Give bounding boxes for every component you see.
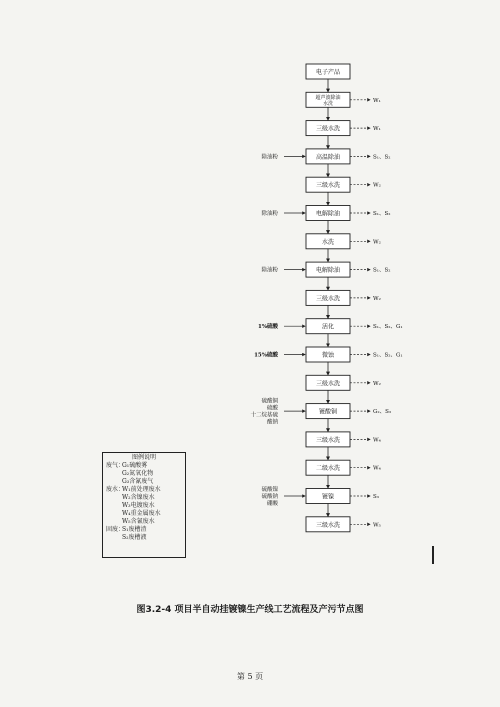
input-label: 15%硫酸 (254, 352, 278, 359)
legend-text: S₁废槽渣 (122, 526, 147, 533)
pollutant-label: W₁ (373, 97, 381, 104)
legend-category: 废水： (106, 486, 125, 493)
input-label: 硫酸镍 (261, 487, 278, 493)
legend-row (106, 510, 182, 518)
pollutant-label: S₁、S₂、G₁ (373, 324, 403, 331)
legend-row (106, 462, 182, 470)
pollutant-label: W₅ (373, 522, 381, 529)
pollutant-label: W₂ (373, 380, 381, 387)
pollutant-label: S₁、S₂、G₁ (373, 352, 403, 359)
legend-text: W₃电镀废水 (122, 502, 155, 509)
process-step-label: 三级水洗 (315, 295, 341, 303)
process-step-label: 镀镍 (321, 493, 335, 501)
pollutant-label: W₂ (373, 295, 381, 302)
process-step-label: 三级水洗 (315, 125, 341, 133)
process-step-label: 电子产品 (315, 69, 341, 76)
legend-row (106, 486, 182, 494)
legend-text: W₅含氰废水 (122, 518, 155, 525)
legend-text: S₂废槽液 (122, 534, 147, 541)
input-label: 硫酸铜 (261, 398, 278, 405)
process-step-label: 水洗 (322, 100, 334, 107)
pollutant-label: G₂、S₃ (373, 409, 392, 416)
legend-text: G₁硫酸雾 (122, 462, 148, 469)
input-label: 酸钠 (266, 419, 278, 426)
legend-text: W₁前处理废水 (122, 486, 161, 493)
legend-row (106, 502, 182, 510)
legend-title: 图例说明 (131, 454, 156, 461)
pollutant-label: W₁ (373, 126, 381, 133)
process-step-label: 微蚀 (321, 352, 335, 359)
legend-text: G₂氮氧化物 (122, 470, 154, 477)
margin-mark (432, 546, 434, 564)
process-step-label: 二级水洗 (315, 465, 341, 473)
pollutant-label: W₂ (373, 239, 381, 246)
input-label: 硼酸 (266, 501, 278, 507)
legend-row (106, 478, 182, 486)
page-number: 第 5 页 (236, 672, 264, 681)
legend-text: W₂含镍废水 (122, 494, 155, 501)
legend-row (106, 470, 182, 478)
process-step-label: 电解除油 (315, 210, 341, 218)
process-step-label: 超声波除油 (315, 94, 341, 101)
legend-category: 固废： (106, 526, 125, 533)
process-step-label: 三级水洗 (315, 182, 341, 190)
legend-rows (106, 462, 182, 542)
legend-row (106, 526, 182, 534)
legend-category: 废气： (106, 462, 125, 469)
figure-caption: 图3.2-4 项目半自动挂镀镍生产线工艺流程及产污节点图 (136, 605, 364, 615)
process-step-label: 三级水洗 (315, 436, 341, 444)
input-label: 除油粉 (261, 267, 278, 274)
pollutant-label: S₃ (373, 494, 379, 500)
pollutant-label: W₄ (373, 437, 381, 444)
pollutant-label: S₁、S₂ (373, 211, 391, 217)
legend-text: G₃含氰废气 (122, 478, 154, 485)
legend-text: W₄重金属废水 (122, 510, 161, 517)
process-step-label: 水洗 (321, 238, 335, 246)
process-step-label: 镀酸铜 (318, 408, 338, 416)
pollutant-label: W₄ (373, 465, 381, 472)
pollutant-label: S₁、S₂ (373, 154, 391, 161)
process-step-label: 三级水洗 (315, 521, 341, 529)
pollutant-label: W₂ (373, 182, 381, 189)
pollutant-label: S₁、S₂ (373, 267, 391, 274)
process-step-label: 电解除油 (315, 267, 341, 275)
input-label: 1%硫酸 (257, 324, 278, 331)
process-step-label: 高温除油 (315, 153, 341, 161)
legend-row (106, 534, 182, 542)
legend-row (106, 518, 182, 526)
legend-row (106, 494, 182, 502)
process-step-label: 三级水洗 (315, 380, 341, 388)
legend-box (102, 452, 186, 558)
input-label: 除油粉 (261, 211, 278, 217)
process-step-label: 活化 (321, 323, 335, 331)
input-label: 除油粉 (261, 154, 278, 161)
input-label: 硫酸 (266, 405, 278, 412)
input-label: 硫酸钠 (261, 494, 278, 500)
input-label: 十二烷基硫 (250, 412, 278, 419)
